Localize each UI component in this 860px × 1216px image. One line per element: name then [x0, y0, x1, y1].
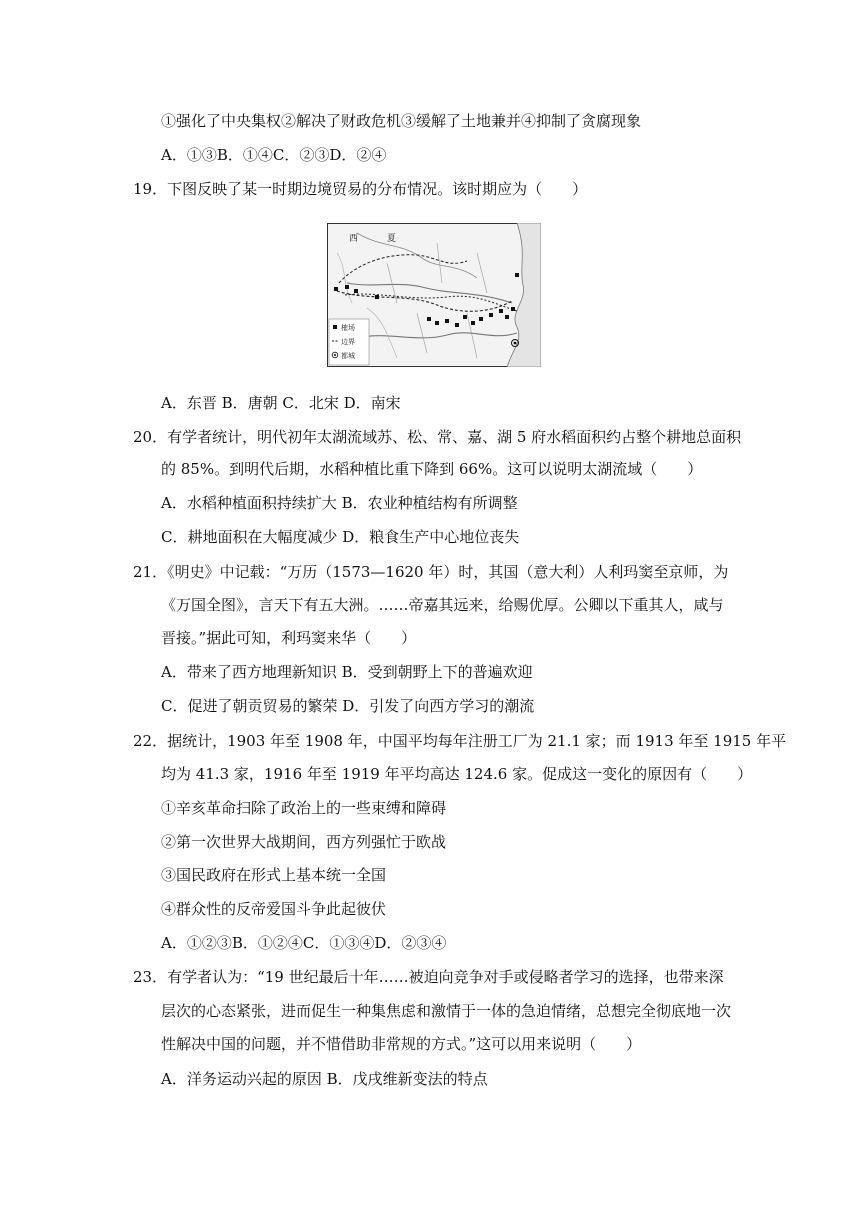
q20-options-line1: A．水稻种植面积持续扩大 B．农业种植结构有所调整: [161, 494, 518, 512]
q19-stem: 19．下图反映了某一时期边境贸易的分布情况。该时期应为（ ）: [133, 180, 588, 198]
map-label-xia: 夏: [387, 234, 397, 244]
q21-options-line2: C．促进了朝贡贸易的繁荣 D．引发了向西方学习的潮流: [161, 697, 535, 715]
q21-stem-line1: 21．《明史》中记载：“万历（1573—1620 年）时，其国（意大利）人利玛窦至京师，为: [133, 563, 729, 581]
map-figure: [327, 223, 541, 367]
q23-stem-line1: 23．有学者认为：“19 世纪最后十年……被迫向竞争对手或侵略者学习的选择，也带来深: [133, 968, 724, 986]
legend-market: 榷场: [341, 324, 355, 332]
q22-stem-line2: 均为 41.3 家，1916 年至 1919 年平均高达 124.6 家。促成这一变化的原因有（ ）: [161, 765, 753, 783]
legend-border: 边界: [341, 338, 355, 346]
q23-stem-line2: 层次的心态紧张，进而促生一种集焦虑和激情于一体的急迫情绪，总想完全彻底地一次: [161, 1002, 732, 1020]
q22-options: A．①②③B．①②④C．①③④D．②③④: [161, 934, 447, 952]
legend-capital: 都城: [341, 352, 355, 360]
q18-options: A．①③B．①④C．②③D．②④: [161, 146, 387, 164]
q21-stem-line3: 晋接。”据此可知，利玛窦来华（ ）: [161, 629, 417, 647]
q22-statement-1: ①辛亥革命扫除了政治上的一些束缚和障碍: [161, 799, 447, 817]
q22-statement-3: ③国民政府在形式上基本统一全国: [161, 866, 387, 884]
q20-options-line2: C．耕地面积在大幅度减少 D．粮食生产中心地位丧失: [161, 528, 520, 546]
q22-statement-4: ④群众性的反帝爱国斗争此起彼伏: [161, 900, 387, 918]
border-trade-map: [327, 223, 541, 367]
q21-options-line1: A．带来了西方地理新知识 B．受到朝野上下的普遍欢迎: [161, 663, 533, 681]
q23-options-line1: A．洋务运动兴起的原因 B．戊戌维新变法的特点: [161, 1070, 488, 1088]
q19-options: A．东晋 B．唐朝 C．北宋 D．南宋: [161, 394, 401, 412]
q21-stem-line2: 《万国全图》，言天下有五大洲。……帝嘉其远来，给赐优厚。公卿以下重其人，咸与: [161, 596, 724, 614]
map-label-xi: 西: [349, 234, 359, 244]
q18-statements: ①强化了中央集权②解决了财政危机③缓解了土地兼并④抑制了贪腐现象: [161, 112, 642, 130]
q20-stem-line2: 的 85%。到明代后期，水稻种植比重下降到 66%。这可以说明太湖流域（ ）: [161, 460, 703, 478]
q23-stem-line3: 性解决中国的问题，并不惜借助非常规的方式。”这可以用来说明（ ）: [161, 1035, 642, 1053]
q22-stem-line1: 22．据统计，1903 年至 1908 年，中国平均每年注册工厂为 21.1 家；而 1913 年至 1915 年平: [133, 732, 787, 750]
q20-stem-line1: 20．有学者统计，明代初年太湖流域苏、松、常、嘉、湖 5 府水稻面积约占整个耕地总面积: [133, 428, 742, 446]
q22-statement-2: ②第一次世界大战期间，西方列强忙于欧战: [161, 833, 447, 851]
